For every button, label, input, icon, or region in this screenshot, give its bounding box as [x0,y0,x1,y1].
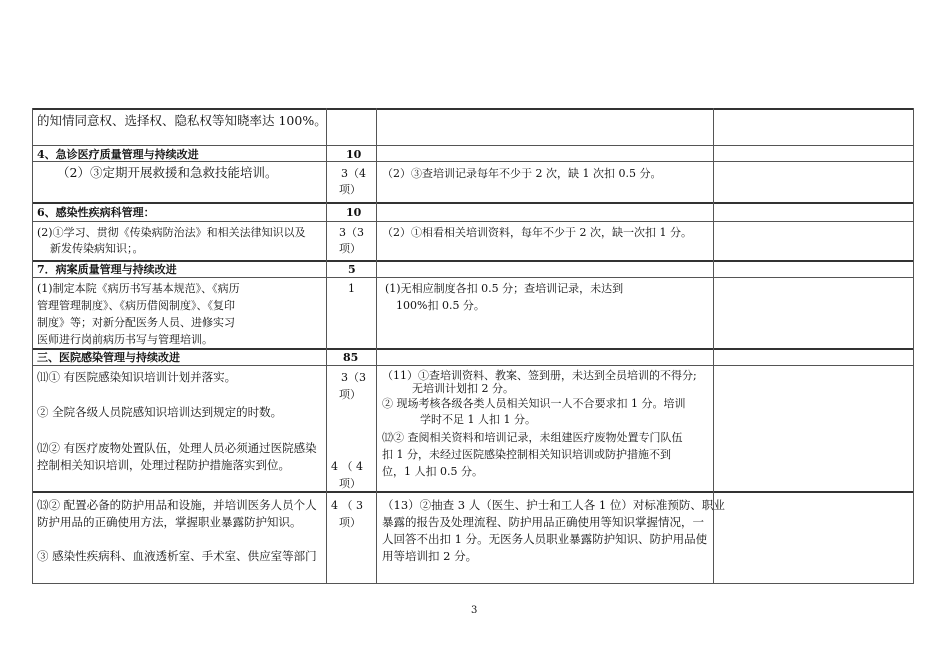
section-heading: 4、急诊医疗质量管理与持续改进 [37,148,199,161]
row8-score: 项） [339,477,361,490]
row6-criteria: 制度》等；对新分配医务人员、进修实习 [37,316,235,329]
row9-method: 人回答不出扣 1 分。无医务人员职业暴露防护知识、防护用品使 [382,532,708,546]
section-heading: 7．病案质量管理与持续改进 [37,263,177,276]
row8-score: 项） [339,388,361,401]
section-heading: 三、医院感染管理与持续改进 [37,351,180,364]
row2-criteria: （2）③定期开展救援和急救技能培训。 [57,165,278,180]
row9-criteria: ③ 感染性疾病科、血液透析室、手术室、供应室等部门 [37,549,317,563]
row4-criteria: 新发传染病知识；。 [50,242,144,255]
row8-score: 3（3 [341,371,366,384]
section-score: 10 [346,148,362,161]
row6-score: 1 [348,282,355,295]
row8-method: 无培训计划扣 2 分。 [412,382,514,395]
col-divider [913,108,914,584]
row8-method: 位，1 人扣 0.5 分。 [382,465,483,478]
row8-criteria: ⑿② 有医疗废物处置队伍，处理人员必须通过医院感染 [37,441,317,455]
col-divider [32,108,33,584]
row8-method: 学时不足 1 人扣 1 分。 [420,413,536,426]
section-score: 85 [343,351,359,364]
row6-criteria: (1)制定本院《病历书写基本规范》、《病历 [37,282,240,295]
row8-method: ⑿② 查阅相关资料和培训记录，未组建医疗废物处置专门队伍 [382,431,683,444]
row9-criteria: ⒀② 配置必备的防护用品和设施，并培训医务人员个人 [37,498,317,512]
col-divider [376,108,377,584]
row-divider [32,491,914,493]
row-divider [32,145,914,146]
row0-criteria: 的知情同意权、选择权、隐私权等知晓率达 100%。 [37,113,327,128]
row8-score: 4 （ 4 [331,460,363,473]
page-number: 3 [471,605,478,616]
table-bottom-border [32,583,914,584]
row8-criteria: 控制相关知识培训，处理过程防护措施落实到位。 [37,458,290,472]
row8-method: （11）①查培训资料、教案、签到册，未达到全员培训的不得分; [382,369,697,382]
section-score: 10 [346,206,362,219]
row9-method: 用等培训扣 2 分。 [382,549,478,563]
row-divider [32,365,914,366]
table-top-border [32,108,914,110]
row-divider [32,277,914,278]
row9-method: （13）②抽查 3 人（医生、护士和工人各 1 位）对标准预防、职业 [382,498,725,512]
row4-score: 3（3 [339,226,364,239]
row2-score: 3（4 [341,167,366,180]
row4-method: （2）①相看相关培训资料，每年不少于 2 次，缺一次扣 1 分。 [382,226,692,239]
row9-score: 4 （ 3 [331,499,363,512]
row2-method: （2）③查培训记录每年不少于 2 次，缺 1 次扣 0.5 分。 [382,167,662,180]
row4-score: 项） [339,242,361,255]
row6-criteria: 管理管理制度》、《病历借阅制度》、《复印 [37,299,235,312]
row4-criteria: (2)①学习、贯彻《传染病防治法》和相关法律知识以及 [37,226,306,239]
row9-method: 暴露的报告及处理流程、防护用品正确使用等知识掌握情况，一 [382,515,704,529]
row8-method: 扣 1 分，未经过医院感染控制相关知识培训或防护措施不到 [382,448,671,461]
section-heading: 6、感染性疾病科管理： [37,206,155,219]
row6-method: 100%扣 0.5 分。 [396,299,485,312]
row2-score: 项） [339,183,361,196]
section-score: 5 [348,263,356,276]
row-divider [32,202,914,204]
row-divider [32,221,914,222]
row8-criteria: ② 全院各级人员院感知识培训达到规定的时数。 [37,405,283,419]
row9-score: 项） [339,516,361,529]
row8-criteria: ⑾① 有医院感染知识培训计划并落实。 [37,370,237,384]
row6-method: (1)无相应制度各扣 0.5 分；查培训记录，未达到 [385,282,624,295]
row6-criteria: 医师进行岗前病历书写与管理培训。 [37,333,213,346]
col-divider [326,108,327,584]
row9-criteria: 防护用品的正确使用方法，掌握职业暴露防护知识。 [37,515,302,529]
row8-method: ② 现场考核各级各类人员相关知识一人不合要求扣 1 分。培训 [382,397,686,410]
